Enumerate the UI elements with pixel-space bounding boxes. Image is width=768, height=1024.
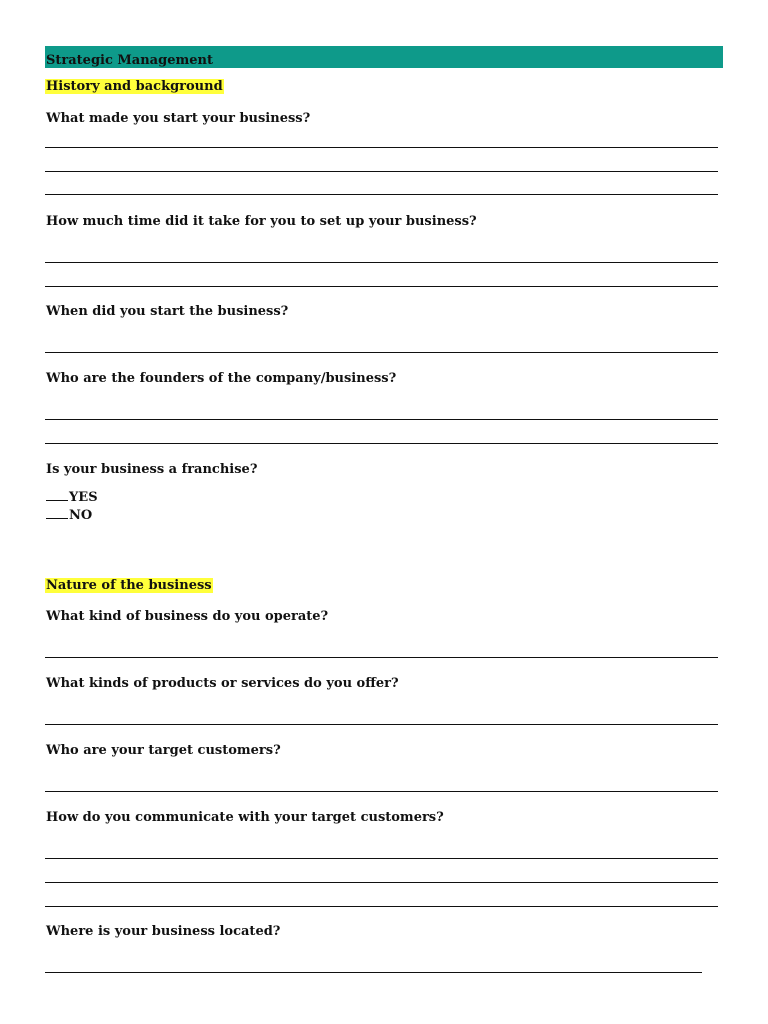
franchise-option-yes[interactable] <box>46 490 98 506</box>
answer-line-target-customers-1[interactable] <box>45 791 718 792</box>
question-start-reason: What made you start your business? <box>46 111 311 126</box>
answer-line-products-services-1[interactable] <box>45 724 718 725</box>
franchise-option-no[interactable] <box>46 508 92 524</box>
franchise-no-blank[interactable] <box>46 518 68 519</box>
answer-line-communication-3[interactable] <box>45 906 718 907</box>
section-heading-history <box>45 75 224 95</box>
answer-line-business-kind-1[interactable] <box>45 657 718 658</box>
franchise-yes-label: YES <box>69 490 98 505</box>
answer-line-founders-1[interactable] <box>45 419 718 420</box>
question-founders: Who are the founders of the company/business? <box>46 371 397 386</box>
question-products-services: What kinds of products or services do you offer? <box>46 676 399 691</box>
answer-line-start-date-1[interactable] <box>45 352 718 353</box>
answer-line-communication-1[interactable] <box>45 858 718 859</box>
question-start-date: When did you start the business? <box>46 304 289 319</box>
question-location: Where is your business located? <box>46 924 281 939</box>
question-franchise: Is your business a franchise? <box>46 462 258 477</box>
answer-line-location-1[interactable] <box>45 972 702 973</box>
section-heading-history-label: History and background <box>46 79 223 94</box>
answer-line-setup-time-2[interactable] <box>45 286 718 287</box>
franchise-yes-blank[interactable] <box>46 500 68 501</box>
question-target-customers: Who are your target customers? <box>46 743 281 758</box>
section-heading-nature <box>45 574 213 594</box>
answer-line-start-reason-2[interactable] <box>45 171 718 172</box>
document-title: Strategic Management <box>46 53 213 68</box>
question-setup-time: How much time did it take for you to set up your business? <box>46 214 477 229</box>
answer-line-start-reason-3[interactable] <box>45 194 718 195</box>
franchise-no-label: NO <box>69 508 93 523</box>
question-business-kind: What kind of business do you operate? <box>46 609 329 624</box>
answer-line-setup-time-1[interactable] <box>45 262 718 263</box>
answer-line-founders-2[interactable] <box>45 443 718 444</box>
question-communication: How do you communicate with your target customers? <box>46 810 444 825</box>
answer-line-communication-2[interactable] <box>45 882 718 883</box>
section-heading-nature-label: Nature of the business <box>46 578 212 593</box>
answer-line-start-reason-1[interactable] <box>45 147 718 148</box>
